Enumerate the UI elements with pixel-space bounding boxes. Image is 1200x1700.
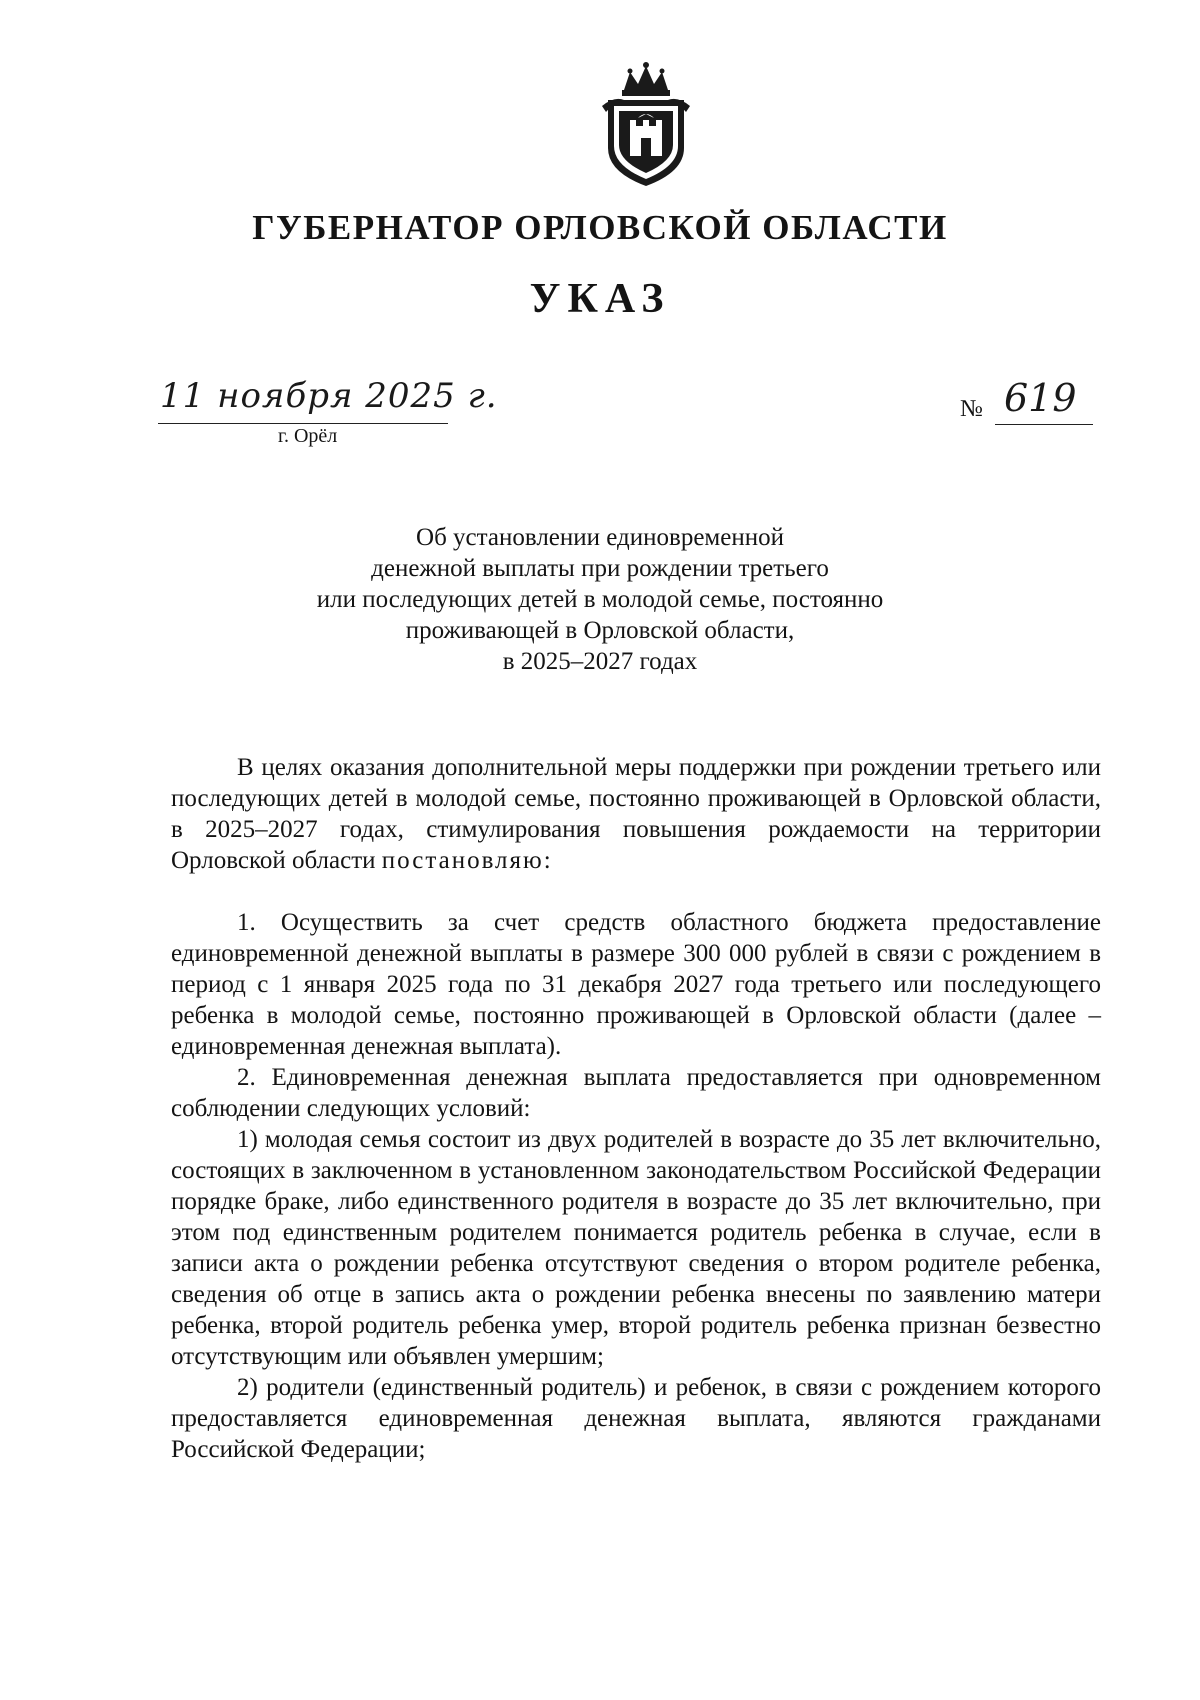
- handwritten-date: 11 ноября 2025 г.: [160, 376, 498, 416]
- condition-1: 1) молодая семья состоит из двух родителей в возрасте до 35 лет включительно, состоящих в заключенном в установленном законодательством Российской Федерации порядке браке, либо единственного родителя в возрасте до 35 лет включительно, при этом под единственным родителем понимается родитель ребенка в случае, если в записи акта о рождении ребенка отсутствуют сведения о втором родителе ребенка, сведения об отце в запись акта о рождении ребенка внесены по заявлению матери ребенка, второй родитель ребенка умер, второй родитель ребенка признан безвестно отсутствующим или объявлен умершим;: [171, 1126, 1101, 1370]
- date-underline: [158, 423, 448, 424]
- preamble-text: В целях оказания дополнительной меры поддержки при рождении третьего или последующих детей в молодой семье, постоянно проживающей в Орловской области, в 2025–2027 годах, стимулирования повышения рождаемости на территории Орловской области: [171, 754, 1101, 874]
- coat-of-arms-emblem: [594, 60, 698, 190]
- clause-2: 2. Единовременная денежная выплата предоставляется при одновременном соблюдении следующих условий:: [171, 1064, 1101, 1122]
- title-line: Об установлении единовременной: [416, 524, 784, 551]
- condition-2: 2) родители (единственный родитель) и ребенок, в связи с рождением которого предоставляется единовременная денежная выплата, являются гражданами Российской Федерации;: [171, 1374, 1101, 1463]
- resolve-word: постановляю:: [381, 847, 553, 874]
- title-line: денежной выплаты при рождении третьего: [371, 555, 829, 582]
- paragraph-gap: [171, 876, 1101, 907]
- preamble-paragraph: [171, 752, 1101, 876]
- handwritten-number: 619: [1004, 376, 1077, 420]
- document-body: [171, 752, 1101, 1465]
- clause-1: 1. Осуществить за счет средств областного бюджета предоставление единовременной денежной выплаты в размере 300 000 рублей в связи с рождением в период с 1 января 2025 года по 31 декабря 2027 года третьего или последующего ребенка в молодой семье, постоянно проживающей в Орловской области (далее – единовременная денежная выплата).: [171, 909, 1101, 1060]
- title-line: проживающей в Орловской области,: [405, 617, 795, 644]
- city-label: г. Орёл: [278, 425, 338, 447]
- title-line: или последующих детей в молодой семье, постоянно: [316, 586, 884, 613]
- document-type: УКАЗ: [529, 276, 671, 322]
- number-underline: [995, 424, 1093, 425]
- number-sign: №: [960, 396, 983, 422]
- title-line: в 2025–2027 годах: [502, 648, 698, 675]
- document-title: [0, 522, 1200, 677]
- issuing-authority: ГУБЕРНАТОР ОРЛОВСКОЙ ОБЛАСТИ: [252, 208, 948, 247]
